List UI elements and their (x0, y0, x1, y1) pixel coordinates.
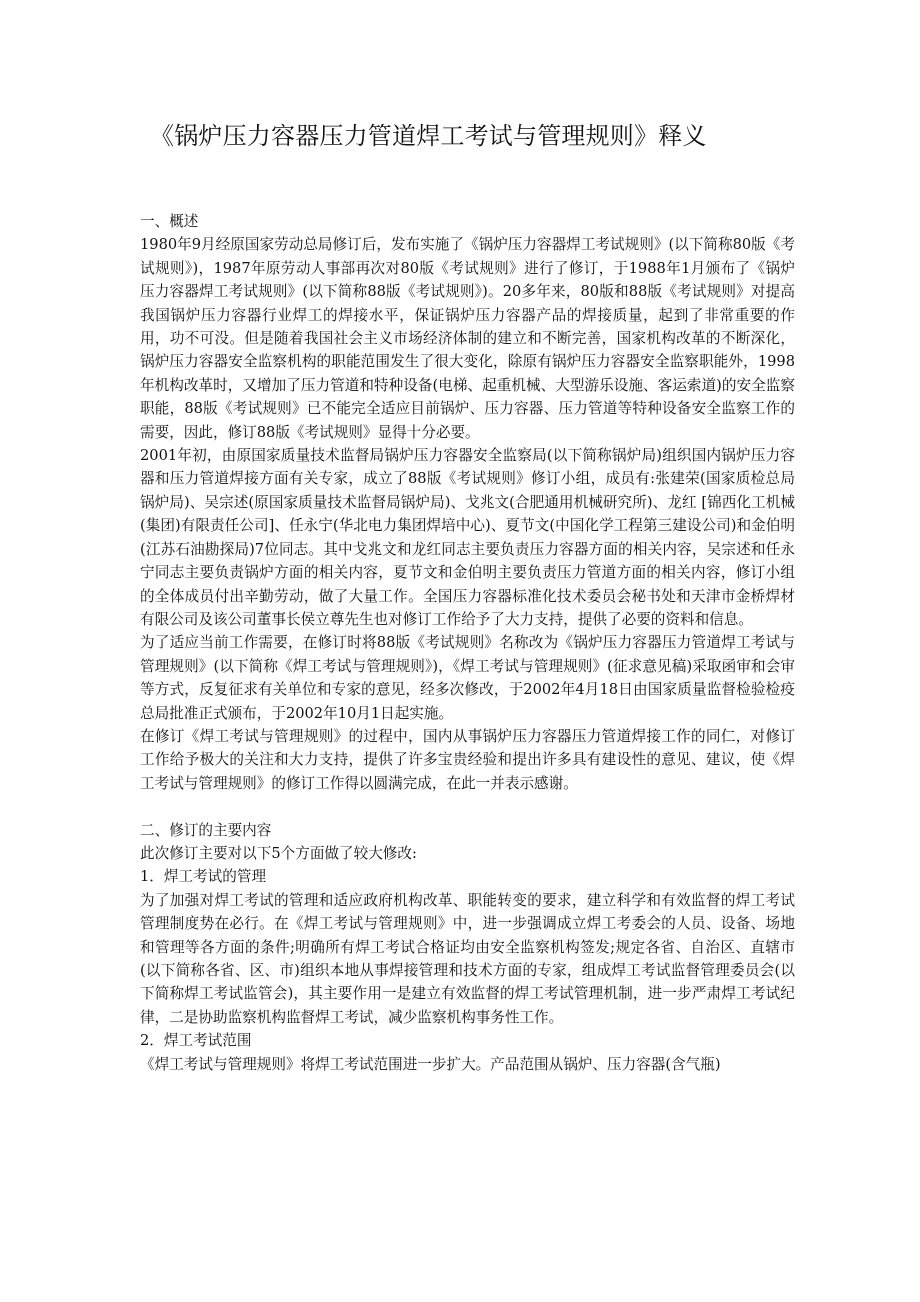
paragraph: 《焊工考试与管理规则》将焊工考试范围进一步扩大。产品范围从锅炉、压力容器(含气瓶) (140, 1055, 721, 1073)
subsection-heading: 2．焊工考试范围 (140, 1032, 252, 1050)
paragraph: 1980年9月经原国家劳动总局修订后，发布实施了《锅炉压力容器焊工考试规则》(以下简称80版《考试规则》)，1987年原劳动人事部再次对80版《考试规则》进行了修订，于1988年1月颁布了《锅炉压力容器焊工考试规则》(以下简称88版《考试规则》)。20多年来，80版和88版《考试规则》对提高我国锅炉压力容器行业焊工的焊接水平，保证锅炉压力容器产品的焊接质量，起到了非常重要的作用，功不可没。但是随着我国社会主义市场经济体制的建立和不断完善，国家机构改革的不断深化，锅炉压力容器安全监察机构的职能范围发生了很大变化，除原有锅炉压力容器安全监察职能外，1998年机构改革时，又增加了压力管道和特种设备(电梯、起重机械、大型游乐设施、客运索道)的安全监察职能，88版《考试规则》已不能完全适应目前锅炉、压力容器、压力管道等特种设备安全监察工作的需要，因此，修订88版《考试规则》显得十分必要。 (140, 236, 795, 441)
subsection-heading: 1．焊工考试的管理 (140, 868, 267, 886)
paragraph: 为了适应当前工作需要，在修订时将88版《考试规则》名称改为《锅炉压力容器压力管道焊工考试与管理规则》(以下简称《焊工考试与管理规则》)，《焊工考试与管理规则》(征求意见稿)采取函审和会审等方式，反复征求有关单位和专家的意见，经多次修改，于2002年4月18日由国家质量监督检验检疫总局批准正式颁布，于2002年10月1日起实施。 (140, 634, 795, 722)
document-body (140, 210, 795, 1076)
section-overview (140, 210, 795, 795)
section-heading: 一、概述 (140, 213, 199, 230)
section-intro: 此次修订主要对以下5个方面做了较大修改: (140, 844, 417, 862)
paragraph: 为了加强对焊工考试的管理和适应政府机构改革、职能转变的要求，建立科学和有效监督的焊工考试管理制度势在必行。在《焊工考试与管理规则》中，进一步强调成立焊工考委会的人员、设备、场地和管理等各方面的条件;明确所有焊工考试合格证均由安全监察机构签发;规定各省、自治区、直辖市(以下简称各省、区、市)组织本地从事焊接管理和技术方面的专家，组成焊工考试监督管理委员会(以下简称焊工考试监管会)，其主要作用一是建立有效监督的焊工考试管理机制，进一步严肃焊工考试纪律，二是协助监察机构监督焊工考试，减少监察机构事务性工作。 (140, 891, 795, 1026)
section-heading: 二、修订的主要内容 (140, 821, 272, 839)
document-title: 《锅炉压力容器压力管道焊工考试与管理规则》释义 (150, 122, 707, 150)
paragraph: 在修订《焊工考试与管理规则》的过程中，国内从事锅炉压力容器压力管道焊接工作的同仁，对修订工作给予极大的关注和大力支持，提供了许多宝贵经验和提出许多具有建设性的意见、建议，使《焊工考试与管理规则》的修订工作得以圆满完成，在此一并表示感谢。 (140, 727, 795, 792)
paragraph-spacer (140, 795, 795, 818)
paragraph: 2001年初，由原国家质量技术监督局锅炉压力容器安全监察局(以下简称锅炉局)组织国内锅炉压力容器和压力管道焊接方面有关专家，成立了88版《考试规则》修订小组，成员有:张建荣(国家质检总局锅炉局)、吴宗述(原国家质量技术监督局锅炉局)、戈兆文(合肥通用机械研究所)、龙红 [锦西化工机械(集团)有限责任公司]、任永宁(华北电力集团焊培中心)、夏节文(中国化学工程第三建设公司)和金伯明(江苏石油勘探局)7位同志。其中戈兆文和龙红同志主要负责压力容器方面的相关内容，吴宗述和任永宁同志主要负责锅炉方面的相关内容，夏节文和金伯明主要负责压力管道方面的相关内容，修订小组的全体成员付出辛勤劳动，做了大量工作。全国压力容器标准化技术委员会秘书处和天津市金桥焊材有限公司及该公司董事长侯立尊先生也对修订工作给予了大力支持，提供了必要的资料和信息。 (140, 447, 795, 628)
section-main-revisions (140, 819, 795, 1076)
